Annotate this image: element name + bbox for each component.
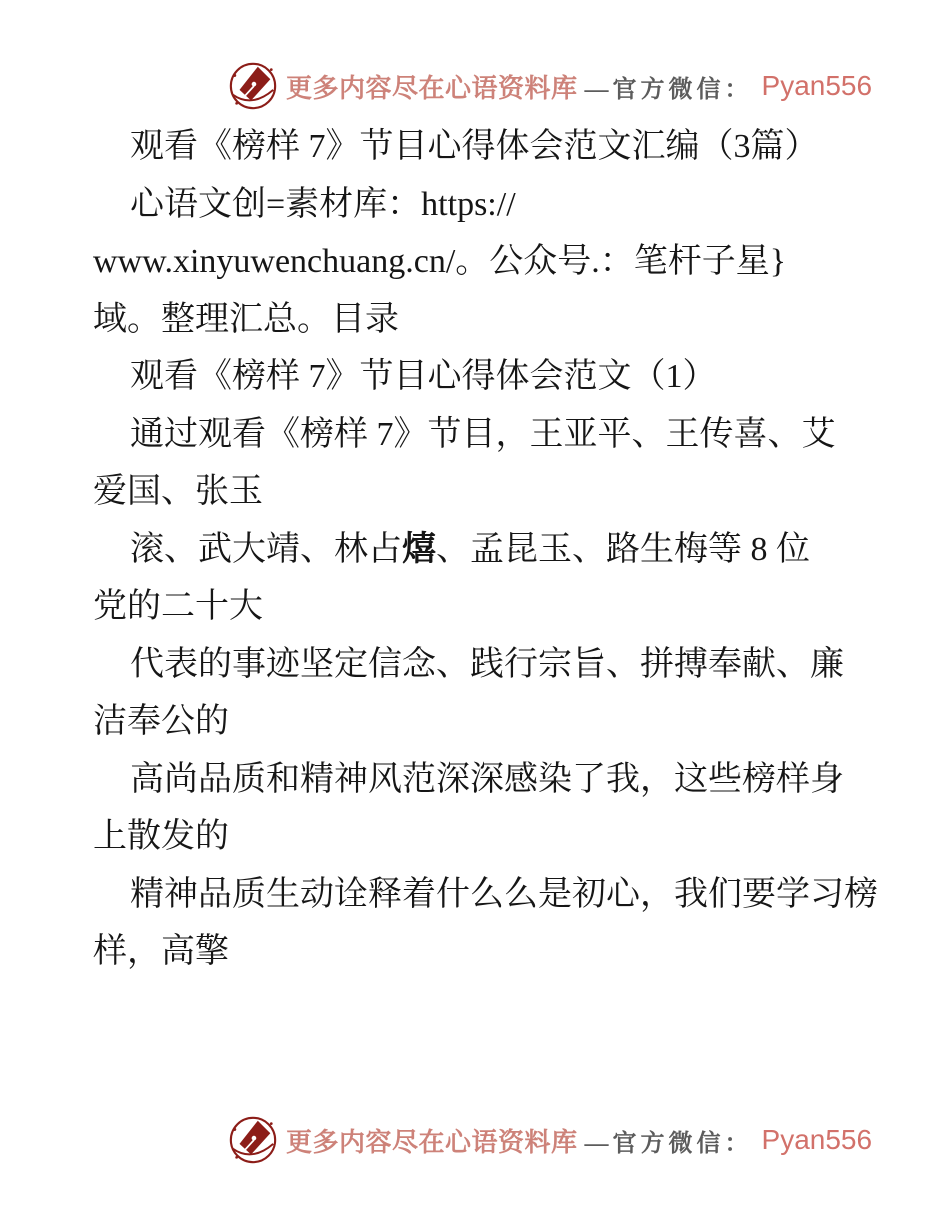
pen-nib-logo-icon bbox=[227, 1112, 279, 1168]
text-line: 心语文创=素材库：https:// bbox=[130, 185, 516, 223]
watermark-brand-text: 更多内容尽在心语资料库 bbox=[286, 73, 578, 103]
text-line: 高尚品质和精神风范深深感染了我，这些榜样身 bbox=[130, 760, 844, 798]
watermark-footer bbox=[227, 1112, 872, 1168]
watermark-header bbox=[227, 58, 872, 114]
text-line: 样，高擎 bbox=[93, 933, 229, 970]
text-line: 代表的事迹坚定信念、践行宗旨、拼搏奉献、廉 bbox=[130, 645, 844, 683]
rare-char-bold: 熺 bbox=[402, 529, 436, 568]
text-line: 党的二十大 bbox=[93, 588, 263, 625]
text-segment: 、孟昆玉、路生梅等 8 位 bbox=[436, 530, 810, 568]
text-line bbox=[93, 521, 883, 579]
text-line: www.xinyuwenchuang.cn/。公众号.：笔杆子星} bbox=[93, 243, 787, 280]
section-title-line: 观看《榜样 7》节目心得体会范文（1） bbox=[130, 358, 717, 395]
text-line: 上散发的 bbox=[93, 818, 229, 855]
doc-title-line: 观看《榜样 7》节目心得体会范文汇编（3篇） bbox=[130, 128, 819, 165]
text-line: 通过观看《榜样 7》节目，王亚平、王传喜、艾 bbox=[130, 415, 836, 453]
text-segment: 滚、武大靖、林占 bbox=[130, 530, 402, 568]
text-line: 爱国、张玉 bbox=[93, 473, 263, 510]
watermark-wechat-id: Pyan556 bbox=[761, 70, 873, 101]
text-line: 洁奉公的 bbox=[93, 703, 229, 740]
watermark-wechat-label: —官方微信： bbox=[584, 1130, 753, 1157]
text-line: 域。整理汇总。目录 bbox=[93, 300, 399, 338]
watermark-wechat-id: Pyan556 bbox=[761, 1124, 873, 1155]
pen-nib-logo-icon bbox=[227, 58, 279, 114]
document-page bbox=[93, 118, 883, 981]
watermark-wechat-label: —官方微信： bbox=[584, 76, 753, 103]
text-line: 精神品质生动诠释着什么么是初心，我们要学习榜 bbox=[130, 875, 878, 913]
watermark-brand-text: 更多内容尽在心语资料库 bbox=[286, 1127, 578, 1157]
